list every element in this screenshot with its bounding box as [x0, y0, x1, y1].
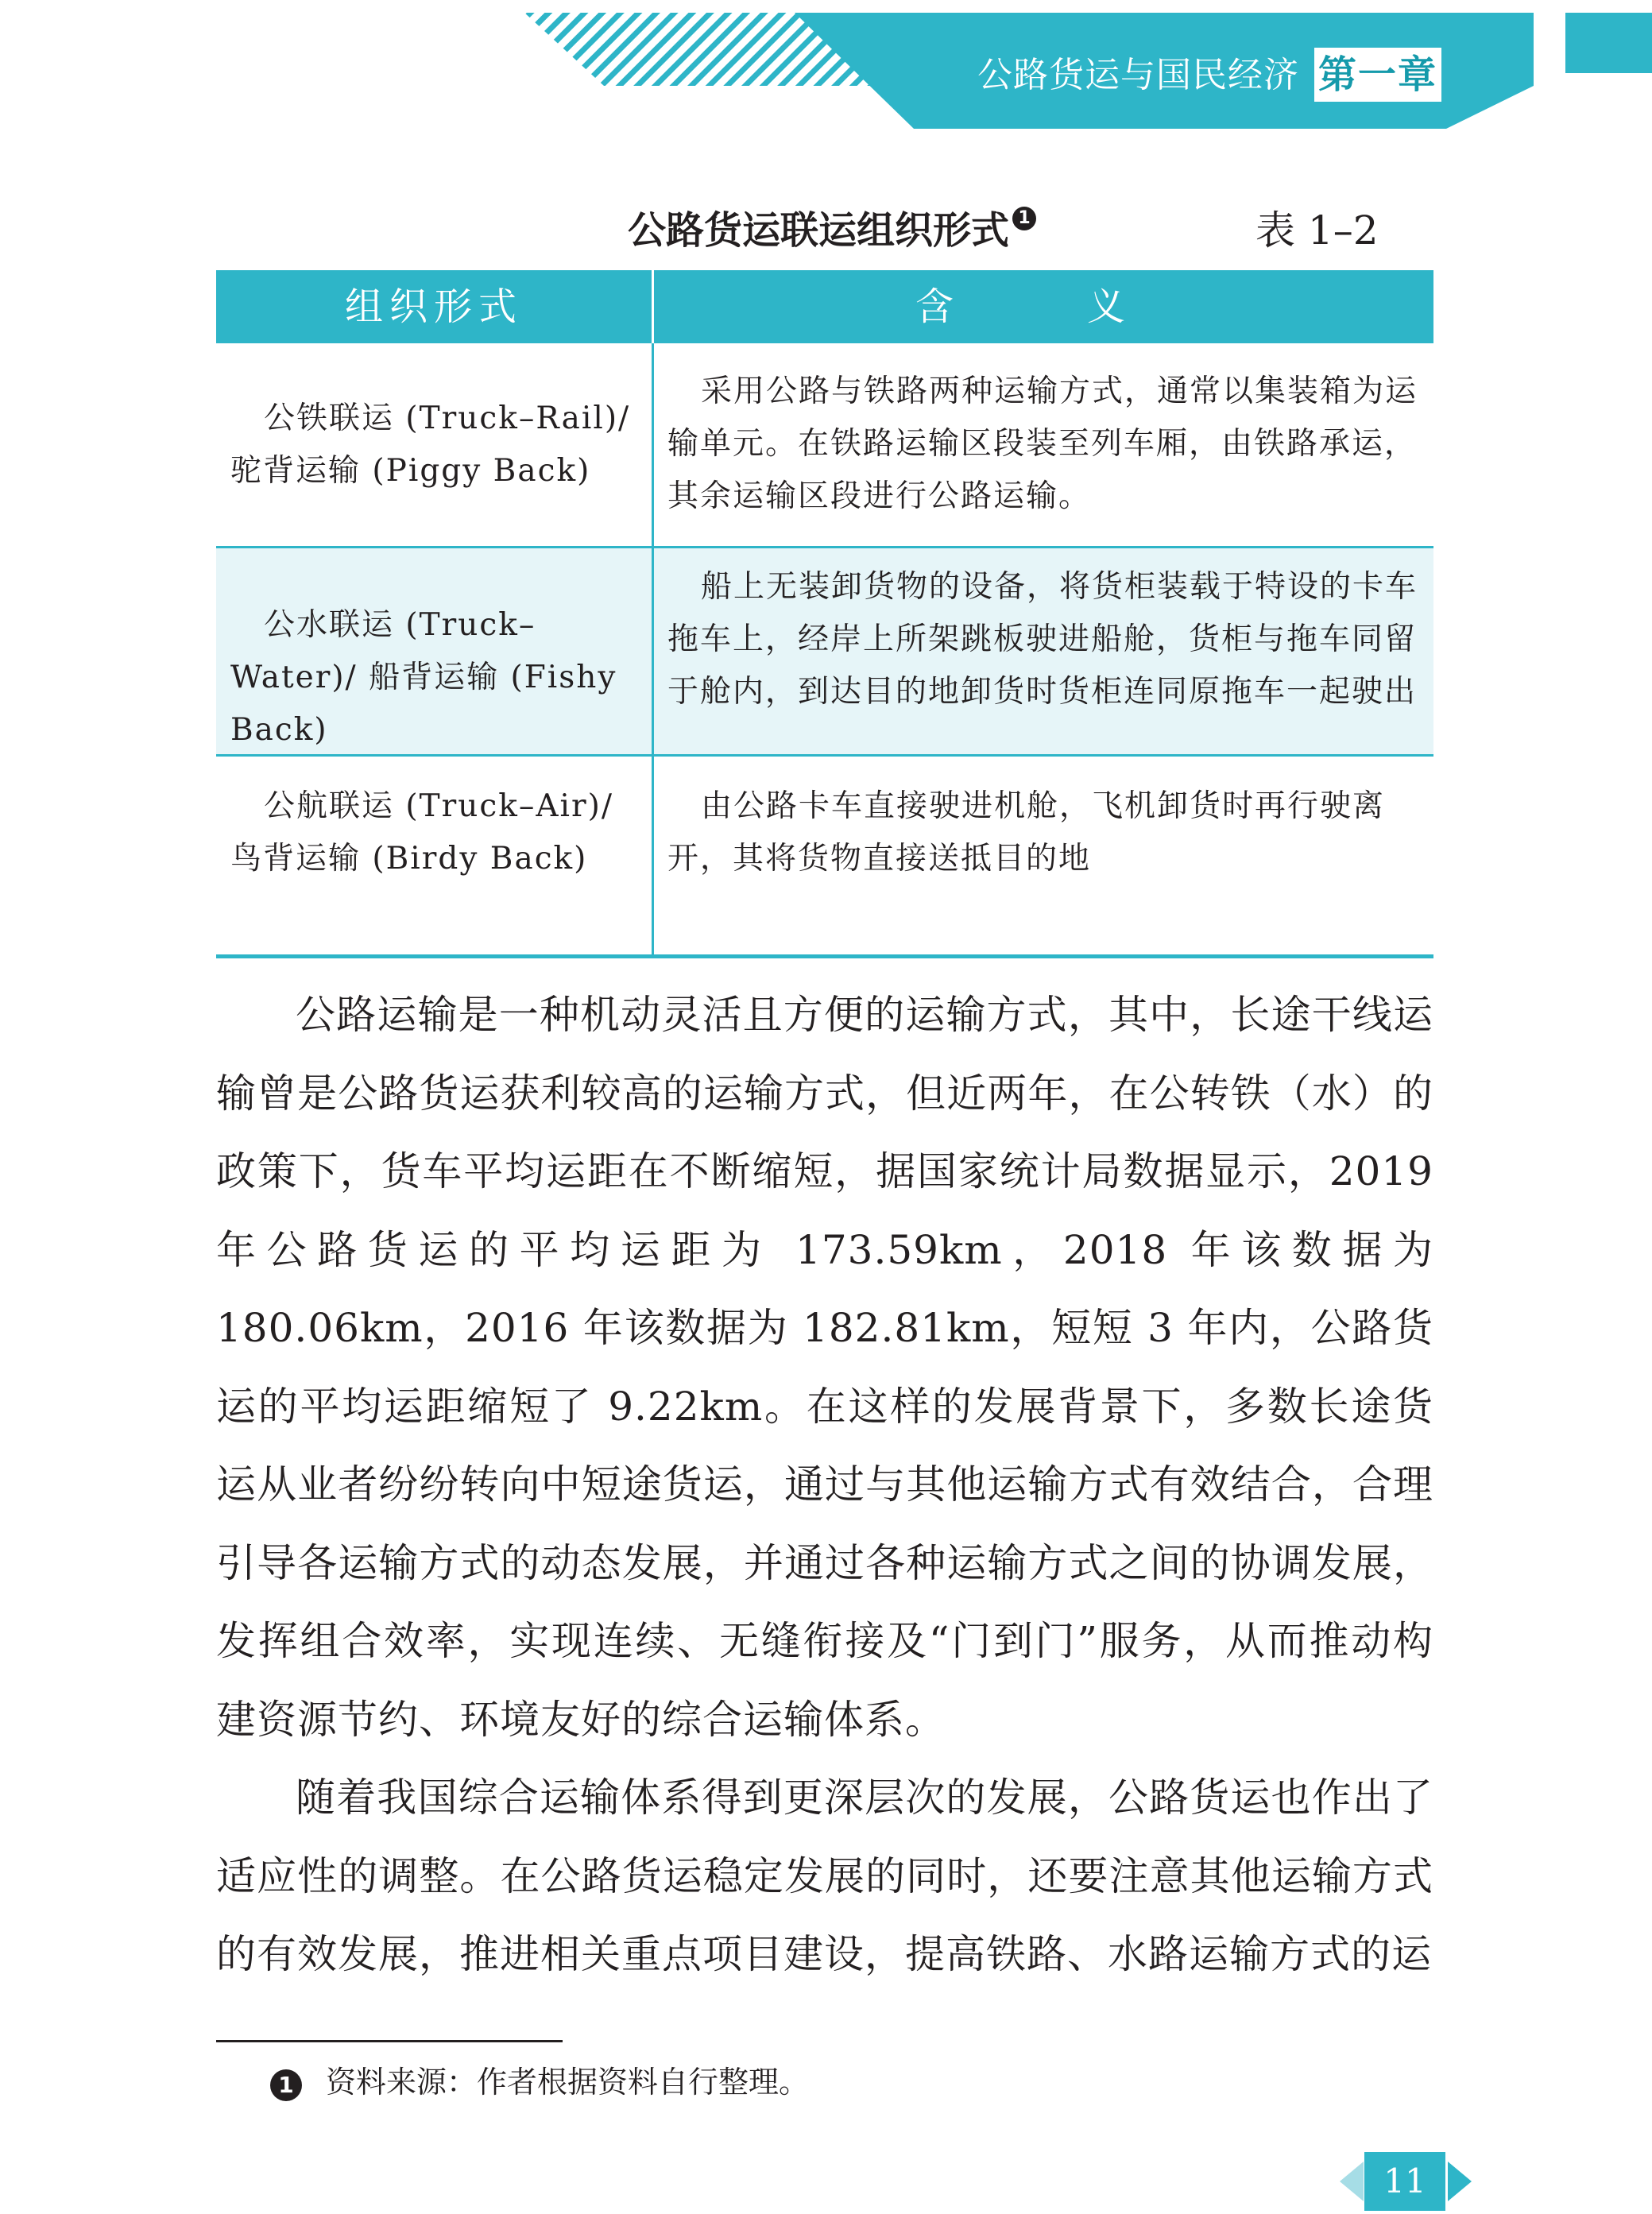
- column-header-form: 组织形式: [344, 284, 523, 329]
- cell-meaning: 由公路卡车直接驶进机舱，飞机卸货时再行驶离开，其将货物直接送抵目的地: [667, 788, 1386, 877]
- footnote-rule: [216, 2040, 563, 2042]
- header-divider: [652, 270, 654, 343]
- page-number: 11: [1364, 2152, 1445, 2211]
- page-prev-arrow-icon[interactable]: [1340, 2162, 1364, 2201]
- column-header-meaning: 含 义: [915, 284, 1173, 329]
- column-divider: [652, 757, 654, 957]
- cell-form: 公航联运 (Truck–Air)/ 鸟背运输 (Birdy Back): [230, 788, 613, 877]
- column-divider: [652, 343, 654, 548]
- organization-forms-table: [216, 270, 1433, 958]
- paragraph: 公路运输是一种机动灵活且方便的运输方式，其中，长途干线运输曾是公路货运获利较高的运输方式，但近两年，在公转铁（水）的政策下，货车平均运距在不断缩短，据国家统计局数据显示，2019 年公路货运的平均运距为 173.59km，2018 年该数据为 180.06km，2016 年该数据为 182.81km，短短 3 年内，公路货运的平均运距缩短了 9.22km。在这样的发展背景下，多数长途货运从业者纷纷转向中短途货运，通过与其他运输方式有效结合，合理引导各运输方式的动态发展，并通过各种运输方式之间的协调发展，发挥组合效率，实现连续、无缝衔接及“门到门”服务，从而推动构建资源节约、环境友好的综合运输体系。: [216, 992, 1433, 1743]
- table-caption-text: 公路货运联运组织形式: [628, 208, 1010, 253]
- footnote-reference[interactable]: 1: [1012, 207, 1036, 230]
- body-text: [216, 976, 1433, 1994]
- footnote-text: 资料来源：作者根据资料自行整理。: [326, 2065, 810, 2100]
- table-caption: [628, 199, 1036, 262]
- cell-meaning: 采用公路与铁路两种运输方式，通常以集装箱为运输单元。在铁路运输区段装至列车厢，由铁路承运，其余运输区段进行公路运输。: [667, 374, 1418, 514]
- table-bottom-rule: [216, 954, 1433, 958]
- chapter-label: 第一章: [1314, 48, 1441, 102]
- table-number: 表 1–2: [1255, 207, 1379, 254]
- footnote: [270, 2058, 1303, 2106]
- paragraph: 随着我国综合运输体系得到更深层次的发展，公路货运也作出了适应性的调整。在公路货运稳定发展的同时，还要注意其他运输方式的有效发展，推进相关重点项目建设，提高铁路、水路运输方式的运: [216, 1775, 1433, 1977]
- column-divider: [652, 548, 654, 757]
- cell-form: 公水联运 (Truck–Water)/ 船背运输 (Fishy Back): [230, 607, 617, 748]
- table-row: [216, 548, 1433, 757]
- footnote-mark: 1: [270, 2069, 302, 2101]
- table-row: [216, 757, 1433, 957]
- cell-form: 公铁联运 (Truck–Rail)/ 驼背运输 (Piggy Back): [230, 401, 631, 489]
- table-row: [216, 343, 1433, 548]
- running-title: 公路货运与国民经济: [977, 55, 1299, 95]
- cell-meaning: 船上无装卸货物的设备，将货柜装载于特设的卡车拖车上，经岸上所架跳板驶进船舱，货柜与拖车同留于舱内，到达目的地卸货时货柜连同原拖车一起驶出: [667, 569, 1418, 710]
- table-header: [216, 270, 1433, 343]
- page-next-arrow-icon[interactable]: [1448, 2162, 1472, 2201]
